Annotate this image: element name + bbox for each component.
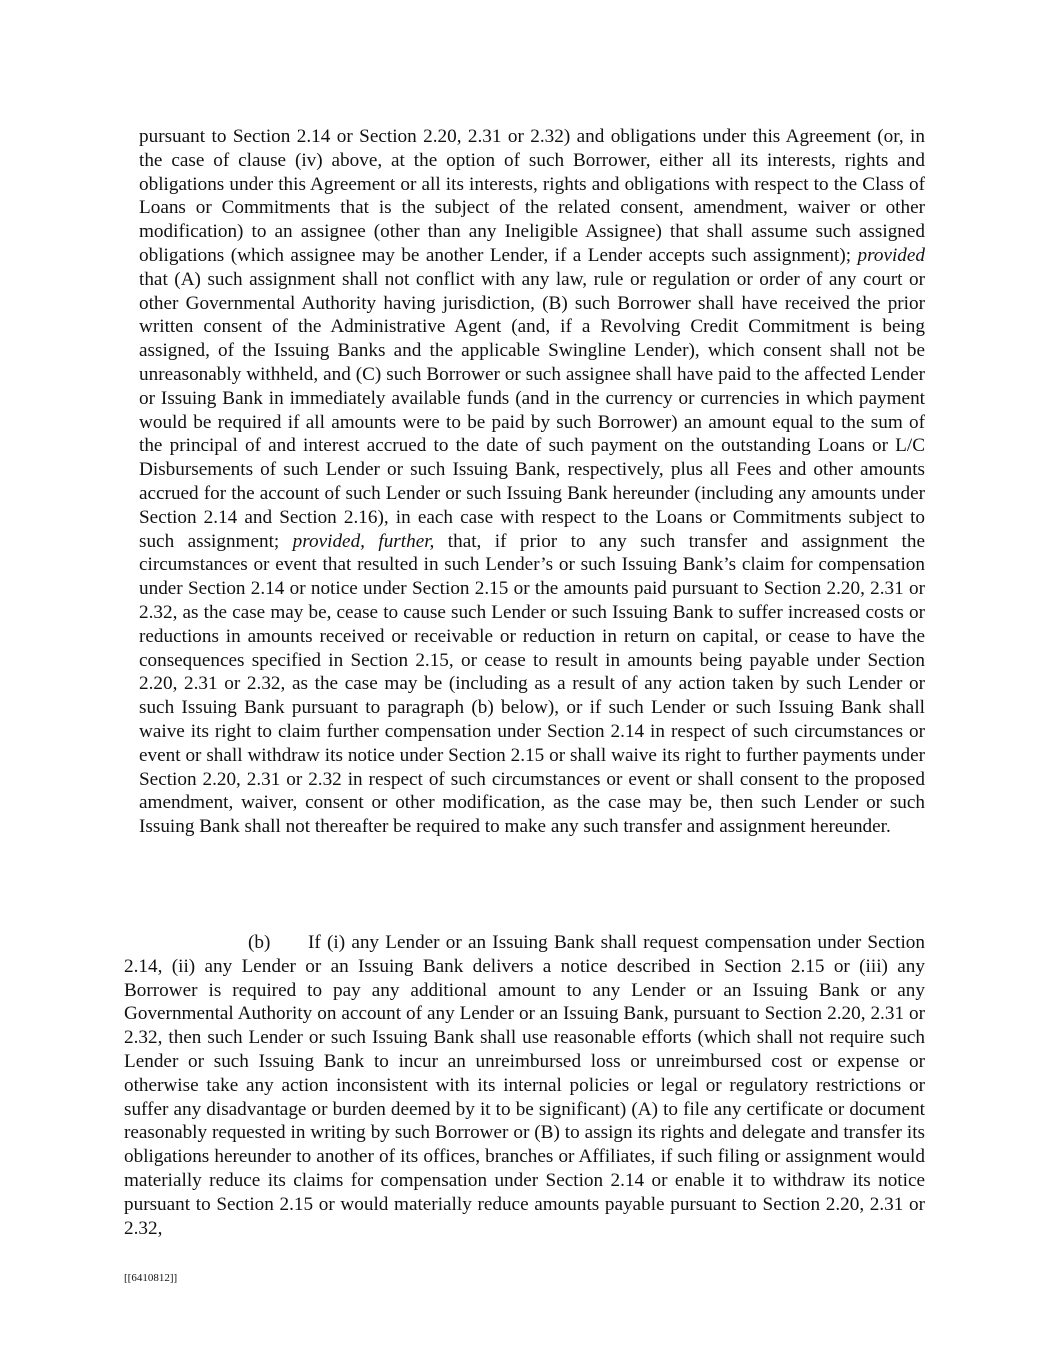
paragraph-a-text-2: that (A) such assignment shall not conflict with any law, rule or regulation or order of any court or other Governmental Authority having jurisdiction, (B) such Borrower shall have received the prior written consent of the Administrative Agent (and, if a Revolving Credit Commitment is being assigned, of the Issuing Banks and the applicable Swingline Lender), which consent shall not be unreasonably withheld, and (C) such Borrower or such assignee shall have paid to the affected Lender or Issuing Bank in immediately available funds (and in the currency or currencies in which payment would be required if all amounts were to be paid by such Borrower) an amount equal to the sum of the principal of and interest accrued to the date of such payment on the outstanding Loans or L/C Disbursements of such Lender or such Issuing Bank, respectively, plus all Fees and other amounts accrued for the account of such Lender or such Issuing Bank hereunder (including any amounts under Section 2.14 and Section 2.16), in each case with respect to the Loans or Commitments subject to such assignment; — [139, 268, 925, 552]
provided-italic: provided — [857, 244, 925, 266]
assignment-paragraph — [139, 125, 925, 839]
paragraph-a-text-1: pursuant to Section 2.14 or Section 2.20, 2.31 or 2.32) and obligations under this Agreement (or, in the case of clause (iv) above, at the option of such Borrower, either all its interests, rights and obligations under this Agreement or all its interests, rights and obligations with respect to the Class of Loans or Commitments that is the subject of the related consent, amendment, waiver or other modification) to an assignee (other than any Ineligible Assignee) that shall assume such assigned obligations (which assignee may be another Lender, if a Lender accepts such assignment); — [139, 126, 925, 266]
paragraph-b — [124, 931, 925, 1240]
paragraph-b-marker: (b) — [248, 932, 271, 953]
provided-further-italic: provided, further, — [292, 530, 435, 552]
paragraph-b-text: If (i) any Lender or an Issuing Bank shall request compensation under Section 2.14, (ii) any Lender or an Issuing Bank delivers a notice described in Section 2.15 or (iii) any Borrower is required to pay any additional amount to any Lender or an Issuing Bank or any Governmental Authority on account of any Lender or an Issuing Bank, pursuant to Section 2.20, 2.31 or 2.32, then such Lender or such Issuing Bank shall use reasonable efforts (which shall not require such Lender or such Issuing Bank to incur an unreimbursed loss or unreimbursed cost or expense or otherwise take any action inconsistent with its internal policies or legal or regulatory restrictions or suffer any disadvantage or burden deemed by it to be significant) (A) to file any certificate or document reasonably requested in writing by such Borrower or (B) to assign its rights and delegate and transfer its obligations hereunder to another of its offices, branches or Affiliates, if such filing or assignment would materially reduce its claims for compensation under Section 2.14 or enable it to withdraw its notice pursuant to Section 2.15 or would materially reduce amounts payable pursuant to Section 2.20, 2.31 or 2.32, — [124, 932, 925, 1239]
paragraph-a-text-3: that, if prior to any such transfer and assignment the circumstances or event that resulted in such Lender’s or such Issuing Bank’s claim for compensation under Section 2.14 or notice under Section 2.15 or the amounts paid pursuant to Section 2.20, 2.31 or 2.32, as the case may be, cease to cause such Lender or such Issuing Bank to suffer increased costs or reductions in amounts received or receivable or reduction in return on capital, or cease to have the consequences specified in Section 2.15, or cease to result in amounts being payable under Section 2.20, 2.31 or 2.32, as the case may be (including as a result of any action taken by such Lender or such Issuing Bank pursuant to paragraph (b) below), or if such Lender or such Issuing Bank shall waive its right to claim further compensation under Section 2.14 in respect of such circumstances or event or shall withdraw its notice under Section 2.15 or shall waive its right to further payments under Section 2.20, 2.31 or 2.32 in respect of such circumstances or event or shall consent to the proposed amendment, waiver, consent or other modification, as the case may be, then such Lender or such Issuing Bank shall not thereafter be required to make any such transfer and assignment hereunder. — [139, 530, 925, 838]
document-id-footer: [[6410812]] — [124, 1272, 178, 1284]
